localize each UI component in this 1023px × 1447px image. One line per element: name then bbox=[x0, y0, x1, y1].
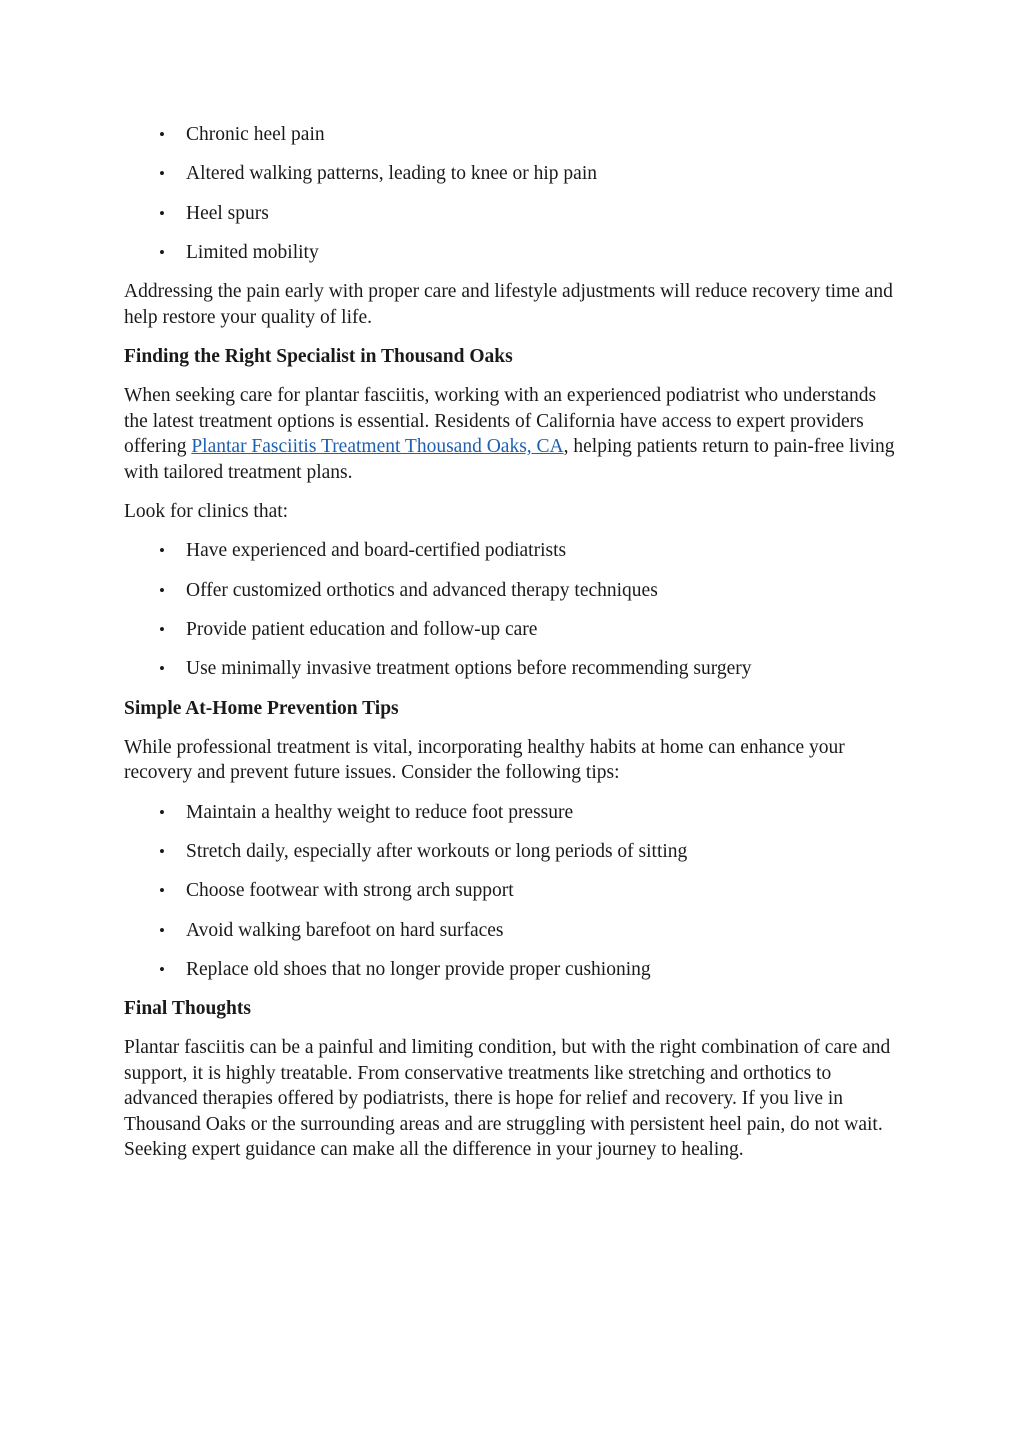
list-item-text: Provide patient education and follow-up care bbox=[186, 618, 538, 640]
bullet-icon: • bbox=[159, 619, 165, 639]
list-item-text: Use minimally invasive treatment options before recommending surgery bbox=[186, 658, 752, 680]
heading-finding-specialist: Finding the Right Specialist in Thousand Oaks bbox=[124, 345, 513, 367]
paragraph-text: , helping patients return to pain-free living with tailored treatment plans. bbox=[124, 436, 895, 483]
bullet-icon: • bbox=[159, 802, 165, 822]
list-item bbox=[124, 617, 904, 643]
list-item bbox=[124, 800, 904, 826]
bullet-icon: • bbox=[159, 920, 165, 940]
paragraph-seeking-care bbox=[124, 383, 904, 485]
list-item-text: Chronic heel pain bbox=[186, 124, 325, 145]
bullet-icon: • bbox=[159, 881, 165, 901]
list-item bbox=[124, 957, 904, 983]
list-item bbox=[124, 240, 904, 266]
list-item bbox=[124, 538, 904, 564]
paragraph-addressing-pain: Addressing the pain early with proper care and lifestyle adjustments will reduce recovery time and help restore your quality of life. bbox=[124, 281, 893, 328]
list-item bbox=[124, 578, 904, 604]
list-item bbox=[124, 201, 904, 227]
list-item bbox=[124, 122, 904, 148]
list-item-text: Offer customized orthotics and advanced therapy techniques bbox=[186, 579, 658, 601]
paragraph-professional-treatment: While professional treatment is vital, incorporating healthy habits at home can enhance your recovery and prevent future issues. Consider the following tips: bbox=[124, 736, 845, 784]
list-item-text: Maintain a healthy weight to reduce foot pressure bbox=[186, 801, 574, 823]
heading-prevention-tips: Simple At-Home Prevention Tips bbox=[124, 697, 399, 719]
bullet-icon: • bbox=[159, 841, 165, 861]
bullet-icon: • bbox=[159, 125, 165, 144]
list-item-text: Limited mobility bbox=[186, 241, 319, 263]
bullet-icon: • bbox=[159, 242, 165, 262]
complications-list bbox=[124, 122, 904, 265]
list-item-text: Replace old shoes that no longer provide proper cushioning bbox=[186, 958, 651, 980]
bullet-icon: • bbox=[159, 203, 165, 223]
paragraph-look-for-clinics: Look for clinics that: bbox=[124, 501, 289, 523]
list-item bbox=[124, 878, 904, 904]
list-item bbox=[124, 918, 904, 944]
clinic-criteria-list bbox=[124, 538, 904, 681]
heading-final-thoughts: Final Thoughts bbox=[124, 998, 251, 1020]
bullet-icon: • bbox=[159, 659, 165, 679]
list-item-text: Have experienced and board-certified podiatrists bbox=[186, 540, 567, 562]
bullet-icon: • bbox=[159, 541, 165, 561]
list-item bbox=[124, 839, 904, 865]
list-item bbox=[124, 161, 904, 187]
document-body bbox=[124, 122, 904, 1177]
list-item-text: Heel spurs bbox=[186, 202, 269, 224]
list-item-text: Avoid walking barefoot on hard surfaces bbox=[186, 919, 504, 941]
paragraph-text: When seeking care for plantar fasciitis, working with an experienced podiatrist who understands the latest treatment options is essential. Residents of California have access to expert providers offering bbox=[124, 385, 877, 458]
list-item-text: Altered walking patterns, leading to knee or hip pain bbox=[186, 163, 598, 185]
prevention-tips-list bbox=[124, 800, 904, 983]
bullet-icon: • bbox=[159, 959, 165, 979]
treatment-thousand-oaks-link[interactable]: Plantar Fasciitis Treatment Thousand Oaks, CA bbox=[191, 436, 564, 458]
list-item bbox=[124, 656, 904, 682]
list-item-text: Stretch daily, especially after workouts or long periods of sitting bbox=[186, 840, 688, 862]
list-item-text: Choose footwear with strong arch support bbox=[186, 880, 514, 902]
paragraph-conclusion: Plantar fasciitis can be a painful and limiting condition, but with the right combination of care and support, it is highly treatable. From conservative treatments like stretching and orthotics to advanced therapies offered by podiatrists, there is hope for relief and recovery. If you live in Thousand Oaks or the surrounding areas and are struggling with persistent heel pain, do not wait. Seeking expert guidance can make all the difference in your journey to healing. bbox=[124, 1037, 891, 1161]
bullet-icon: • bbox=[159, 580, 165, 600]
bullet-icon: • bbox=[159, 164, 165, 184]
